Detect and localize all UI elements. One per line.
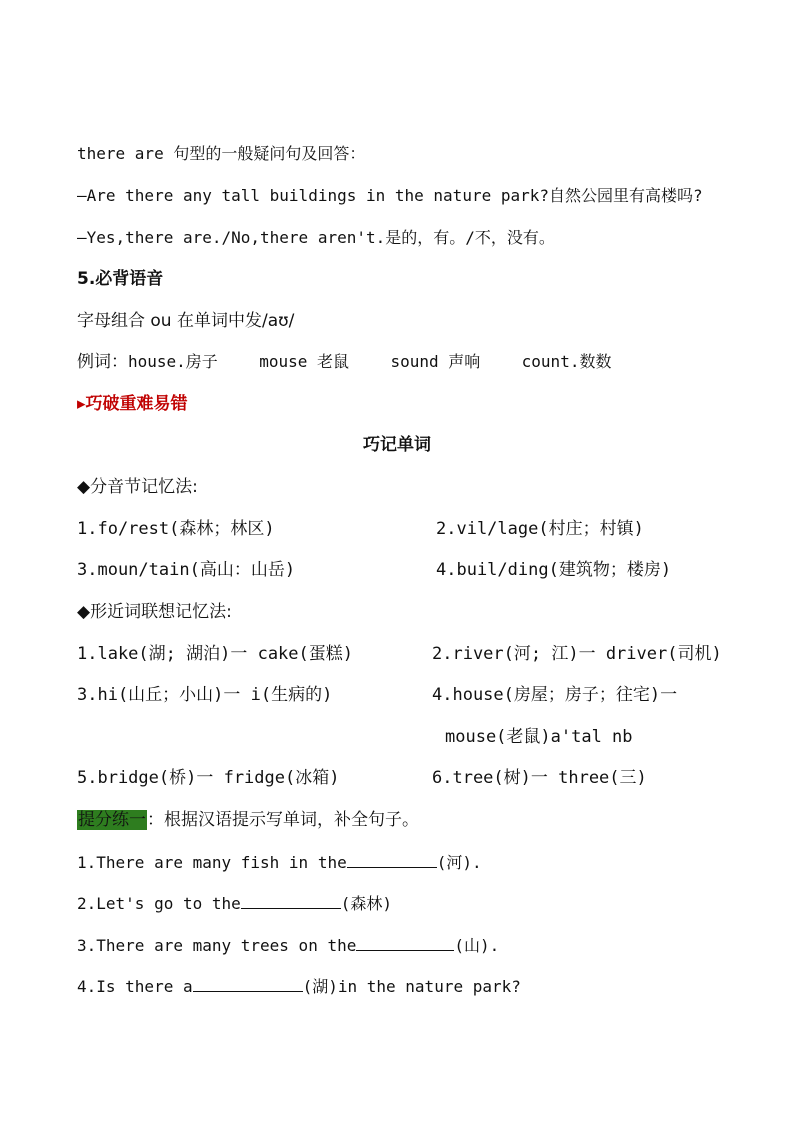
method1-item: 2.vil/lage(村庄；村镇): [436, 519, 644, 539]
method2-item: 2.river(河; 江)一 driver(司机): [432, 644, 722, 664]
practice-hint: (森林): [340, 894, 393, 913]
method1-item: 1.fo/rest(森林；林区): [77, 519, 275, 539]
practice-text: 2.Let's go to the: [77, 894, 241, 913]
method2-item: 5.bridge(桥)一 fridge(冰箱): [77, 768, 340, 788]
method2-item: 1.lake(湖; 湖泊)一 cake(蛋糕): [77, 644, 353, 664]
method2-item: 3.hi(山丘；小山)一 i(生病的): [77, 685, 333, 705]
practice-item: [77, 975, 521, 998]
center-title: 巧记单词: [363, 435, 431, 455]
practice-item: [77, 892, 392, 915]
sentence-heading: there are 句型的一般疑问句及回答：: [77, 144, 366, 163]
method1-item: 4.buil/ding(建筑物；楼房): [436, 560, 672, 580]
answer-blank[interactable]: [347, 851, 437, 868]
method2-item-continued: mouse(老鼠)a'tal nb: [445, 727, 633, 747]
example-answer: —Yes,there are./No,there aren't.是的，有。/不，没有。: [77, 228, 555, 247]
example-word: house.房子: [128, 352, 218, 371]
method2-title: ◆形近词联想记忆法:: [77, 602, 232, 622]
practice-text: 4.Is there a: [77, 977, 193, 996]
practice-label: 提分练一: [78, 810, 146, 830]
example-question: —Are there any tall buildings in the nature park?自然公园里有高楼吗?: [77, 186, 703, 205]
practice-hint: (山).: [454, 936, 500, 955]
method2-item: 6.tree(树)一 three(三): [432, 768, 647, 788]
answer-blank[interactable]: [193, 975, 303, 992]
answer-blank[interactable]: [241, 892, 341, 909]
method1-item: 3.moun/tain(高山：山岳): [77, 560, 296, 580]
phonics-rule: 字母组合 ou 在单词中发/aʊ/: [77, 311, 295, 331]
method2-item: 4.house(房屋；房子；往宅)一: [432, 685, 678, 705]
practice-header: [77, 809, 419, 831]
practice-text: 3.There are many trees on the: [77, 936, 357, 955]
practice-item: [77, 851, 482, 874]
section-title: ▸巧破重难易错: [77, 394, 188, 414]
examples-label: 例词：: [77, 352, 128, 372]
practice-hint: (河).: [436, 853, 482, 872]
practice-instruction: ：根据汉语提示写单词，补全句子。: [147, 810, 419, 830]
practice-hint: (湖)in the nature park?: [302, 977, 521, 996]
answer-blank[interactable]: [356, 934, 454, 951]
example-word: sound 声响: [390, 352, 481, 371]
example-word: mouse 老鼠: [259, 352, 350, 371]
practice-text: 1.There are many fish in the: [77, 853, 347, 872]
phonics-examples: [77, 351, 611, 373]
practice-item: [77, 934, 499, 957]
method1-title: ◆分音节记忆法:: [77, 477, 198, 497]
phonics-heading: 5.必背语音: [77, 269, 164, 289]
example-word: count.数数: [521, 352, 612, 371]
